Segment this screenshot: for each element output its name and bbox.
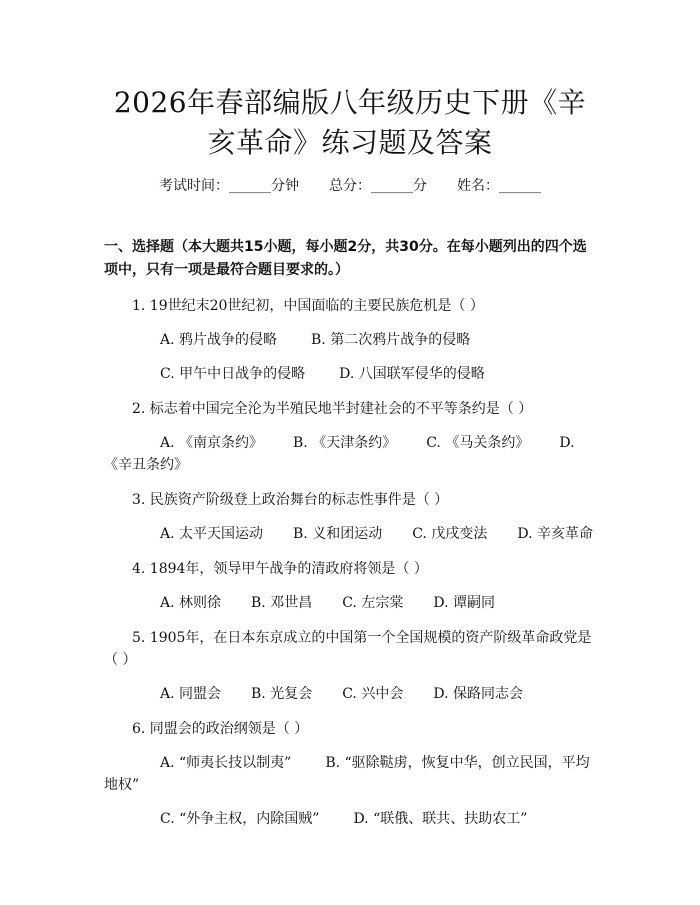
option-a: A. “师夷长技以制夷”: [160, 755, 292, 771]
option-c: C. “外争主权，内除国贼”: [160, 811, 320, 827]
option-row: [104, 683, 596, 705]
question-4: [104, 558, 596, 614]
option-d: D. 保路同志会: [433, 686, 523, 702]
option-b: B. 义和团运动: [293, 526, 383, 542]
option-b: B. 《天津条约》: [293, 435, 397, 451]
exam-time: 考试时间：______分钟: [159, 178, 299, 194]
question-3: [104, 489, 596, 545]
section-heading-multiple-choice: 一、选择题（本大题共15小题，每小题2分，共30分。在每小题列出的四个选项中，只有一项是最符合题目要求的。）: [104, 239, 587, 278]
option-c: C. 《马关条约》: [426, 435, 530, 451]
option-list: [104, 329, 596, 385]
option-row: [104, 808, 596, 830]
option-a: A. 同盟会: [160, 686, 222, 702]
question-stem: 3. 民族资产阶级登上政治舞台的标志性事件是（ ）: [132, 492, 449, 508]
question-stem: 5. 1905年，在日本东京成立的中国第一个全国规模的资产阶级革命政党是（ ）: [104, 630, 592, 668]
option-c: C. 左宗棠: [342, 595, 404, 611]
option-row: [104, 432, 596, 476]
option-b: B. 邓世昌: [251, 595, 313, 611]
question-stem: 4. 1894年，领导甲午战争的清政府将领是（ ）: [132, 561, 428, 577]
document-title: 2026年春部编版八年级历史下册《辛亥革命》练习题及答案: [113, 86, 587, 159]
question-5: [104, 627, 596, 705]
option-row: [104, 363, 596, 385]
option-list: [104, 523, 596, 545]
option-c: C. 兴中会: [342, 686, 404, 702]
option-b: B. 光复会: [251, 686, 313, 702]
option-a: A. 鸦片战争的侵略: [160, 332, 278, 348]
option-a: A. 林则徐: [160, 595, 222, 611]
exam-meta: [104, 176, 596, 196]
question-1: [104, 295, 596, 385]
option-a: A. 《南京条约》: [160, 435, 264, 451]
question-stem: 1. 19世纪末20世纪初，中国面临的主要民族危机是（ ）: [132, 298, 484, 314]
option-b: B. “驱除鞑虏，恢复中华，创立民国，平均地权”: [104, 755, 590, 793]
option-b: B. 第二次鸦片战争的侵略: [311, 332, 471, 348]
option-d: D. “联俄、联共、扶助农工”: [353, 811, 528, 827]
option-c: C. 甲午中日战争的侵略: [160, 366, 306, 382]
option-row: [104, 752, 596, 796]
option-d: D. 《辛丑条约》: [104, 435, 575, 473]
option-a: A. 太平天国运动: [160, 526, 264, 542]
question-stem: 2. 标志着中国完全沦为半殖民地半封建社会的不平等条约是（ ）: [132, 401, 533, 417]
option-row: [104, 592, 596, 614]
option-row: [104, 523, 596, 545]
question-2: [104, 398, 596, 476]
option-c: C. 戊戌变法: [412, 526, 488, 542]
option-list: [104, 752, 596, 830]
question-list: [104, 295, 596, 830]
exam-score: 总分：______分: [329, 178, 427, 194]
option-d: D. 谭嗣同: [433, 595, 495, 611]
student-name: 姓名：______: [457, 178, 541, 194]
option-row: [104, 329, 596, 351]
option-list: [104, 592, 596, 614]
option-list: [104, 683, 596, 705]
option-d: D. 辛亥革命: [517, 526, 593, 542]
option-list: [104, 432, 596, 476]
question-stem: 6. 同盟会的政治纲领是（ ）: [132, 721, 309, 737]
question-6: [104, 718, 596, 830]
option-d: D. 八国联军侵华的侵略: [339, 366, 485, 382]
